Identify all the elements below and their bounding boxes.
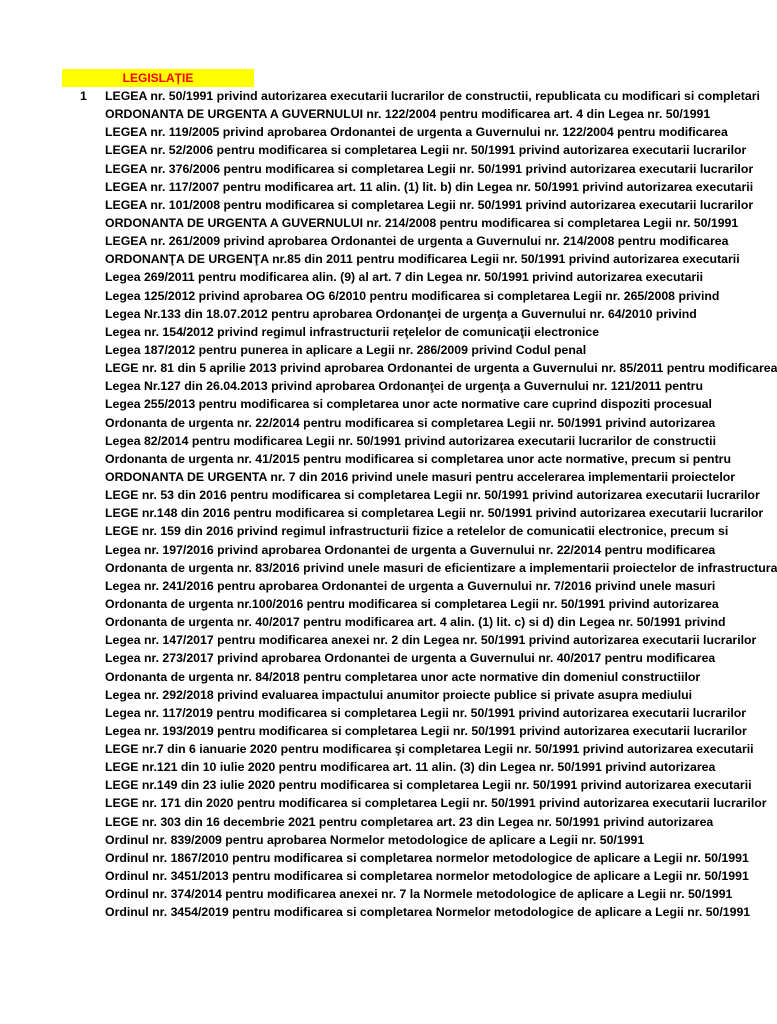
legislation-entry: ORDONANTA DE URGENTA A GUVERNULUI nr. 122/2004 pentru modificarea art. 4 din Legea nr. 50/1991 — [105, 107, 711, 122]
legislation-entry: Legea 255/2013 pentru modificarea si completarea unor acte normative care cuprind dispoziti procesual — [105, 397, 712, 412]
legislation-entry: Legea nr. 154/2012 privind regimul infrastructurii reţelelor de comunicaţii electronice — [105, 324, 600, 339]
table-row — [0, 178, 768, 196]
legislation-entry: LEGE nr. 171 din 2020 pentru modificarea si completarea Legii nr. 50/1991 privind autorizarea executarii lucrarilor — [105, 796, 767, 811]
legislation-entry: Ordinul nr. 839/2009 pentru aprobarea Normelor metodologice de aplicare a Legii nr. 50/1991 — [105, 832, 645, 847]
legislation-entry: LEGE nr. 159 din 2016 privind regimul infrastructurii fizice a retelelor de comunicatii electronice, precum si — [105, 524, 729, 539]
legislation-entry: LEGE nr.148 din 2016 pentru modificarea si completarea Legii nr. 50/1991 privind autorizarea executarii lucrarilor — [105, 506, 764, 521]
legislation-list — [0, 87, 777, 921]
legislation-entry: Legea nr. 193/2019 pentru modificarea si completarea Legii nr. 50/1991 privind autorizarea executarii lucrarilor — [105, 723, 747, 738]
legislation-entry: ORDONANTA DE URGENTA A GUVERNULUI nr. 214/2008 pentru modificarea si completarea Legii nr. 50/1991 — [105, 215, 739, 230]
table-row — [0, 341, 768, 359]
legislation-entry: Ordonanta de urgenta nr. 41/2015 pentru modificarea si completarea unor acte normative, precum si pentru — [105, 451, 731, 466]
table-row — [0, 704, 768, 722]
legislation-header-cell: LEGISLAȚIE — [62, 69, 254, 87]
legislation-entry: LEGE nr. 53 din 2016 pentru modificarea si completarea Legii nr. 50/1991 privind autorizarea executarii lucrarilor — [105, 488, 760, 503]
table-row — [0, 196, 768, 214]
table-row — [0, 268, 768, 286]
legislation-entry: Ordonanta de urgenta nr. 83/2016 privind unele masuri de eficientizare a implementarii proiectelor de infrastructura — [105, 560, 777, 575]
table-row — [0, 595, 768, 613]
legislation-entry: Legea 82/2014 pentru modificarea Legii nr. 50/1991 privind autorizarea executarii lucrarilor de constructii — [105, 433, 716, 448]
legislation-entry: Ordonanta de urgenta nr. 84/2018 pentru completarea unor acte normative din domeniul constructiilor — [105, 669, 701, 684]
legislation-entry: Legea Nr.127 din 26.04.2013 privind aprobarea Ordonanţei de urgenţa a Guvernului nr. 121/2011 pentru — [105, 379, 703, 394]
legislation-entry: ORDONANŢA DE URGENŢA nr.85 din 2011 pentru modificarea Legii nr. 50/1991 privind autorizarea executarii — [105, 252, 740, 267]
table-row — [0, 287, 768, 305]
legislation-entry: LEGE nr.121 din 10 iulie 2020 pentru modificarea art. 11 alin. (3) din Legea nr. 50/1991 privind autorizarea — [105, 760, 716, 775]
legislation-entry: Legea 269/2011 pentru modificarea alin. (9) al art. 7 din Legea nr. 50/1991 privind autorizarea executarii — [105, 270, 704, 285]
table-row — [0, 160, 768, 178]
legislation-entry: LEGE nr. 303 din 16 decembrie 2021 pentru completarea art. 23 din Legea nr. 50/1991 privind autorizarea — [105, 814, 714, 829]
table-row — [0, 613, 768, 631]
legislation-entry: Ordinul nr. 1867/2010 pentru modificarea si completarea normelor metodologice de aplicare a Legii nr. 50/1991 — [105, 850, 749, 865]
legislation-entry: Ordinul nr. 3451/2013 pentru modificarea si completarea normelor metodologice de aplicare a Legii nr. 50/1991 — [105, 869, 749, 884]
table-row — [0, 903, 768, 921]
table-row — [0, 432, 768, 450]
table-row — [0, 649, 768, 667]
table-row — [0, 105, 768, 123]
table-row — [0, 776, 768, 794]
table-row — [0, 232, 768, 250]
legislation-entry: LEGEA nr. 261/2009 privind aprobarea Ordonantei de urgenta a Guvernului nr. 214/2008 pentru modificarea — [105, 234, 729, 249]
table-row — [0, 123, 768, 141]
legislation-entry: Legea nr. 197/2016 privind aprobarea Ordonantei de urgenta a Guvernului nr. 22/2014 pentru modificarea — [105, 542, 716, 557]
table-row — [0, 450, 768, 468]
legislation-entry: Legea 187/2012 pentru punerea in aplicare a Legii nr. 286/2009 privind Codul penal — [105, 342, 587, 357]
legislation-entry: LEGEA nr. 50/1991 privind autorizarea executarii lucrarilor de constructii, republicata cu modificari si completari — [105, 89, 760, 103]
table-row — [0, 867, 768, 885]
legislation-entry: Ordinul nr. 3454/2019 pentru modificarea si completarea Normelor metodologice de aplicare a Legii nr. 50/1991 — [105, 905, 751, 920]
table-row — [0, 813, 768, 831]
legislation-entry: Legea nr. 117/2019 pentru modificarea si completarea Legii nr. 50/1991 privind autorizarea executarii lucrarilor — [105, 705, 747, 720]
table-row — [0, 541, 768, 559]
table-row — [0, 794, 768, 812]
table-row — [0, 214, 768, 232]
legislation-entry: LEGEA nr. 376/2006 pentru modificarea si completarea Legii nr. 50/1991 privind autorizarea executarii lucrarilor — [105, 161, 754, 176]
table-row — [0, 885, 768, 903]
legislation-entry: Legea nr. 292/2018 privind evaluarea impactului anumitor proiecte publice si private asupra mediului — [105, 687, 693, 702]
table-row — [0, 504, 768, 522]
table-row — [0, 686, 768, 704]
legislation-entry: Ordonanta de urgenta nr. 40/2017 pentru modificarea art. 4 alin. (1) lit. c) si d) din Legea nr. 50/1991 privind — [105, 615, 726, 630]
legislation-entry: LEGE nr.149 din 23 iulie 2020 pentru modificarea si completarea Legii nr. 50/1991 privind autorizarea executarii — [105, 778, 752, 793]
legislation-entry: LEGEA nr. 52/2006 pentru modificarea si completarea Legii nr. 50/1991 privind autorizarea executarii lucrarilor — [105, 143, 747, 158]
legislation-entry: Legea nr. 241/2016 pentru aprobarea Ordonantei de urgenta a Guvernului nr. 7/2016 privind unele masuri — [105, 578, 716, 593]
table-row — [0, 395, 768, 413]
legislation-entry: LEGE nr.7 din 6 ianuarie 2020 pentru modificarea şi completarea Legii nr. 50/1991 privind autorizarea executarii — [105, 742, 754, 757]
table-row — [0, 414, 768, 432]
table-row — [0, 559, 777, 577]
table-row — [0, 849, 768, 867]
table-row — [0, 305, 768, 323]
table-row — [0, 522, 768, 540]
legislation-entry: Legea 125/2012 privind aprobarea OG 6/2010 pentru modificarea si completarea Legii nr. 265/2008 privind — [105, 288, 720, 303]
table-row — [0, 359, 777, 377]
table-row — [0, 758, 768, 776]
table-row — [0, 486, 768, 504]
table-row — [0, 722, 768, 740]
legislation-entry: LEGEA nr. 119/2005 privind aprobarea Ordonantei de urgenta a Guvernului nr. 122/2004 pentru modificarea — [105, 125, 728, 140]
table-row — [0, 468, 768, 486]
legislation-entry: Ordinul nr. 374/2014 pentru modificarea anexei nr. 7 la Normele metodologice de aplicare a Legii nr. 50/1991 — [105, 887, 733, 902]
table-row — [0, 740, 768, 758]
legislation-entry: LEGE nr. 81 din 5 aprilie 2013 privind aprobarea Ordonantei de urgenta a Guvernului nr. 85/2011 pentru modificarea — [105, 361, 777, 376]
table-row — [0, 323, 768, 341]
legislation-entry: Legea Nr.133 din 18.07.2012 pentru aprobarea Ordonanţei de urgenţa a Guvernului nr. 64/2010 privind — [105, 306, 697, 321]
table-row — [0, 831, 768, 849]
table-row — [0, 631, 768, 649]
legislation-entry: LEGEA nr. 101/2008 pentru modificarea si completarea Legii nr. 50/1991 privind autorizarea executarii lucrarilor — [105, 197, 754, 212]
legislation-entry: LEGEA nr. 117/2007 pentru modificarea art. 11 alin. (1) lit. b) din Legea nr. 50/1991 privind autorizarea executarii — [105, 179, 754, 194]
legislation-entry: Legea nr. 147/2017 pentru modificarea anexei nr. 2 din Legea nr. 50/1991 privind autorizarea executarii lucrarilor — [105, 633, 757, 648]
legislation-entry: Legea nr. 273/2017 privind aprobarea Ordonantei de urgenta a Guvernului nr. 40/2017 pentru modificarea — [105, 651, 716, 666]
row-number: 1 — [80, 89, 87, 103]
table-row — [0, 250, 768, 268]
legislation-entry: Ordonanta de urgenta nr.100/2016 pentru modificarea si completarea Legii nr. 50/1991 privind autorizarea — [105, 596, 719, 611]
legislation-entry: Ordonanta de urgenta nr. 22/2014 pentru modificarea si completarea Legii nr. 50/1991 privind autorizarea — [105, 415, 716, 430]
legislation-entry: ORDONANTA DE URGENTA nr. 7 din 2016 privind unele masuri pentru accelerarea implementarii proiectelor — [105, 469, 736, 484]
table-row — [0, 87, 768, 105]
table-row — [0, 668, 768, 686]
table-row — [0, 377, 768, 395]
table-row — [0, 141, 768, 159]
table-row — [0, 577, 768, 595]
